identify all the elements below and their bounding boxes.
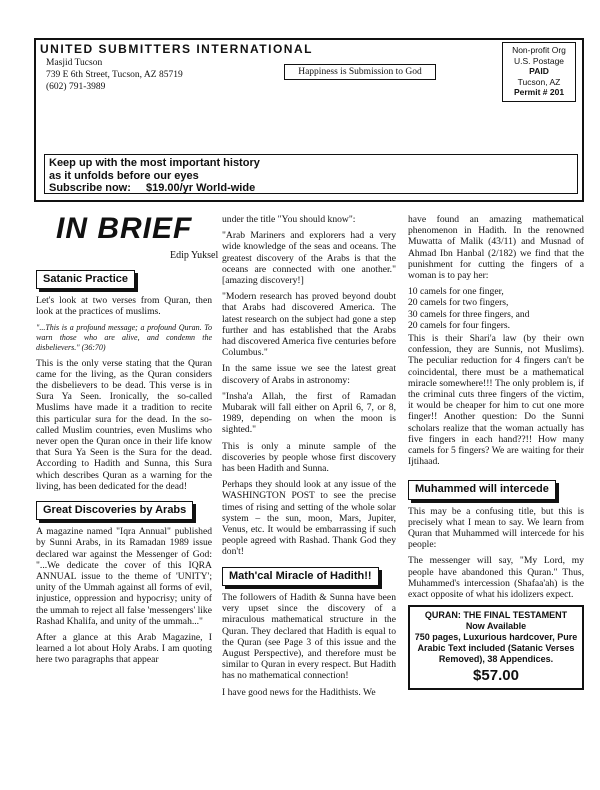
author: Edip Yuksel — [170, 250, 219, 261]
paragraph: "Arab Mariners and explorers had a very wide knowledge of the seas and oceans. The greatest discovery of the Arabs is that the oceans are connected with one another." [amazing discovery!] — [222, 230, 396, 287]
postage-box — [502, 42, 576, 102]
subscribe-box — [44, 154, 578, 194]
camel-list — [408, 286, 584, 331]
section-heading-mathematical-miracle: Math'cal Miracle of Hadith!! — [222, 567, 379, 586]
list-item: 20 camels for two fingers, — [408, 297, 509, 309]
paragraph: I have good news for the Hadithists. We — [222, 686, 376, 698]
postage-line: Non-profit Org — [512, 45, 566, 55]
paragraph: "Modern research has proved beyond doubt that Arabs had discovered America. The latest research on the subject had gone a step further and has established that the Arabs had discovered America five centuries before Columbus." — [222, 291, 396, 359]
address-line-1: Masjid Tucson — [46, 58, 103, 68]
org-name: UNITED SUBMITTERS INTERNATIONAL — [40, 42, 313, 56]
book-ad-box — [408, 605, 584, 690]
column-3 — [408, 214, 584, 690]
paragraph: This is only a minute sample of the discoveries by people whose first discovery has been Hadith and Sunna. — [222, 440, 396, 475]
book-ad-price: $57.00 — [473, 667, 519, 685]
list-item: 30 camels for three fingers, and — [408, 308, 530, 320]
paragraph: The followers of Hadith & Sunna have been very upset since the discovery of a miraculous mathematical structure in the Quran. They declared that Hadith is equal to the Quran (see Page 3 of this issue and the August Perspective), and therefore must be similar to Quran in every respect. But Hadith has no mathematical connection! — [222, 591, 396, 682]
paragraph: Let's look at two verses from Quran, then look at the practices of muslims. — [36, 295, 212, 318]
in-brief-title: IN BRIEF — [56, 212, 193, 245]
paragraph: The messenger will say, "My Lord, my people have abandoned this Quran." Thus, Muhammed's intercession (Shafaa'ah) is the exact opposite of what his idolizers expect. — [408, 555, 584, 601]
paragraph: A magazine named "Iqra Annual" published by Sunni Arabs, in its Ramadan 1989 issue declared war against the Messenger of God: "...We dedicate the cover of this IQRA ANNUAL issue to the theme of 'UNITY'; unity of the Ummah against all forms of evil, injustice, oppression and hypocrisy; unity of the ummah to reject all false 'messengers' like Rashad Khalifa, and unity of the ummah..." — [36, 526, 212, 627]
subscribe-line-2: as it unfolds before our eyes — [49, 169, 199, 182]
subscribe-line-3: Subscribe now: — [49, 182, 131, 194]
column-2 — [222, 214, 396, 703]
paragraph: In the same issue we see the latest great discovery of Arabs in astronomy: — [222, 363, 396, 386]
address-line-2: 739 E 6th Street, Tucson, AZ 85719 — [46, 70, 183, 80]
section-heading-muhammed-intercede: Muhammed will intercede — [408, 480, 556, 499]
paragraph: Perhaps they should look at any issue of the WASHINGTON POST to see the precise times of rising and setting of the whole solar system – the sun, moon, Mars, Jupiter, Venus, etc. It would be embarrassing if such people agreed with Rashad. Thank God they don't! — [222, 479, 396, 558]
paragraph: After a glance at this Arab Magazine, I learned a lot about Holy Arabs. I am quoting here two paragraphs that appear — [36, 632, 212, 666]
subscribe-line-1: Keep up with the most important history — [49, 157, 260, 169]
column-1 — [36, 266, 212, 671]
list-item: 20 camels for four fingers. — [408, 319, 511, 331]
list-item: 10 camels for one finger, — [408, 286, 504, 298]
postage-line: Tucson, AZ — [517, 76, 561, 87]
book-ad-title: QURAN: THE FINAL TESTAMENT — [424, 610, 568, 621]
paragraph: This is their Shari'a law (by their own confession, they are Sunnis, not Muslims). The peculiar reduction for 4 fingers can't be coincidental, there must be a mathematical miracle somewhere!!! The only problem is, if the criminal cuts three fingers of the victim, it would be cheaper for him to cut one more finger!! Another question: Do the Sunni scholars realize that the woman actually has five fingers in each hand??!! How many camels for 5 fingers? We are waiting for their Ijtihaad. — [408, 333, 584, 468]
postage-line: Permit # 201 — [513, 87, 565, 97]
paragraph: "Insha'a Allah, the first of Ramadan Mubarak will fall either on April 6, 7, or 8, 1989, depending on when the moon is sighted." — [222, 390, 396, 436]
address-line-3: (602) 791-3989 — [46, 82, 106, 92]
section-heading-great-discoveries: Great Discoveries by Arabs — [36, 501, 193, 520]
book-ad-line: Now Available — [465, 621, 527, 632]
section-heading-satanic-practice: Satanic Practice — [36, 270, 135, 289]
quote: "...This is a profound message; a profound Quran. To warn those who are alive, and condemn the disbelievers." (36:70) — [36, 322, 212, 352]
motto: Happiness is Submission to God — [298, 67, 422, 77]
paragraph: under the title "You should know": — [222, 214, 356, 225]
postage-line: PAID — [529, 66, 549, 76]
motto-box — [284, 64, 436, 80]
subscribe-price: $19.00/yr World-wide — [145, 182, 256, 194]
book-ad-line: 750 pages, Luxurious hardcover, Pure Arabic Text included (Satanic Verses Removed), 38 Appendices. — [414, 632, 578, 665]
postage-line: U.S. Postage — [513, 55, 565, 66]
paragraph: have found an amazing mathematical phenomenon in Hadith. In the renowned Muwatta of Malik (43/11) and Musnad of Ahmad Ibn Hanbal (2/182) we find that the punishment for cutting the fingers of a woman is to pay her: — [408, 214, 584, 282]
paragraph: This is the only verse stating that the Quran came for the living, as the Quran considers the disbelievers to be dead. This verse is in Sura Ya Seen. Ironically, the so-called Muslims have made it a tradition to recite this particular sura for the dead. In the so-called Muslim countries, even Muslims who never open the Quran once in their life know that Sura Ya Seen is the Sura for the dead. According to Hadith and Sunna, this Sura which describes Quran as a warning for the living, has been dedicated for the dead! — [36, 357, 212, 492]
paragraph: This may be a confusing title, but this is precisely what I mean to say. We learn from Quran that Muhammed will intercede for his people: — [408, 505, 584, 551]
